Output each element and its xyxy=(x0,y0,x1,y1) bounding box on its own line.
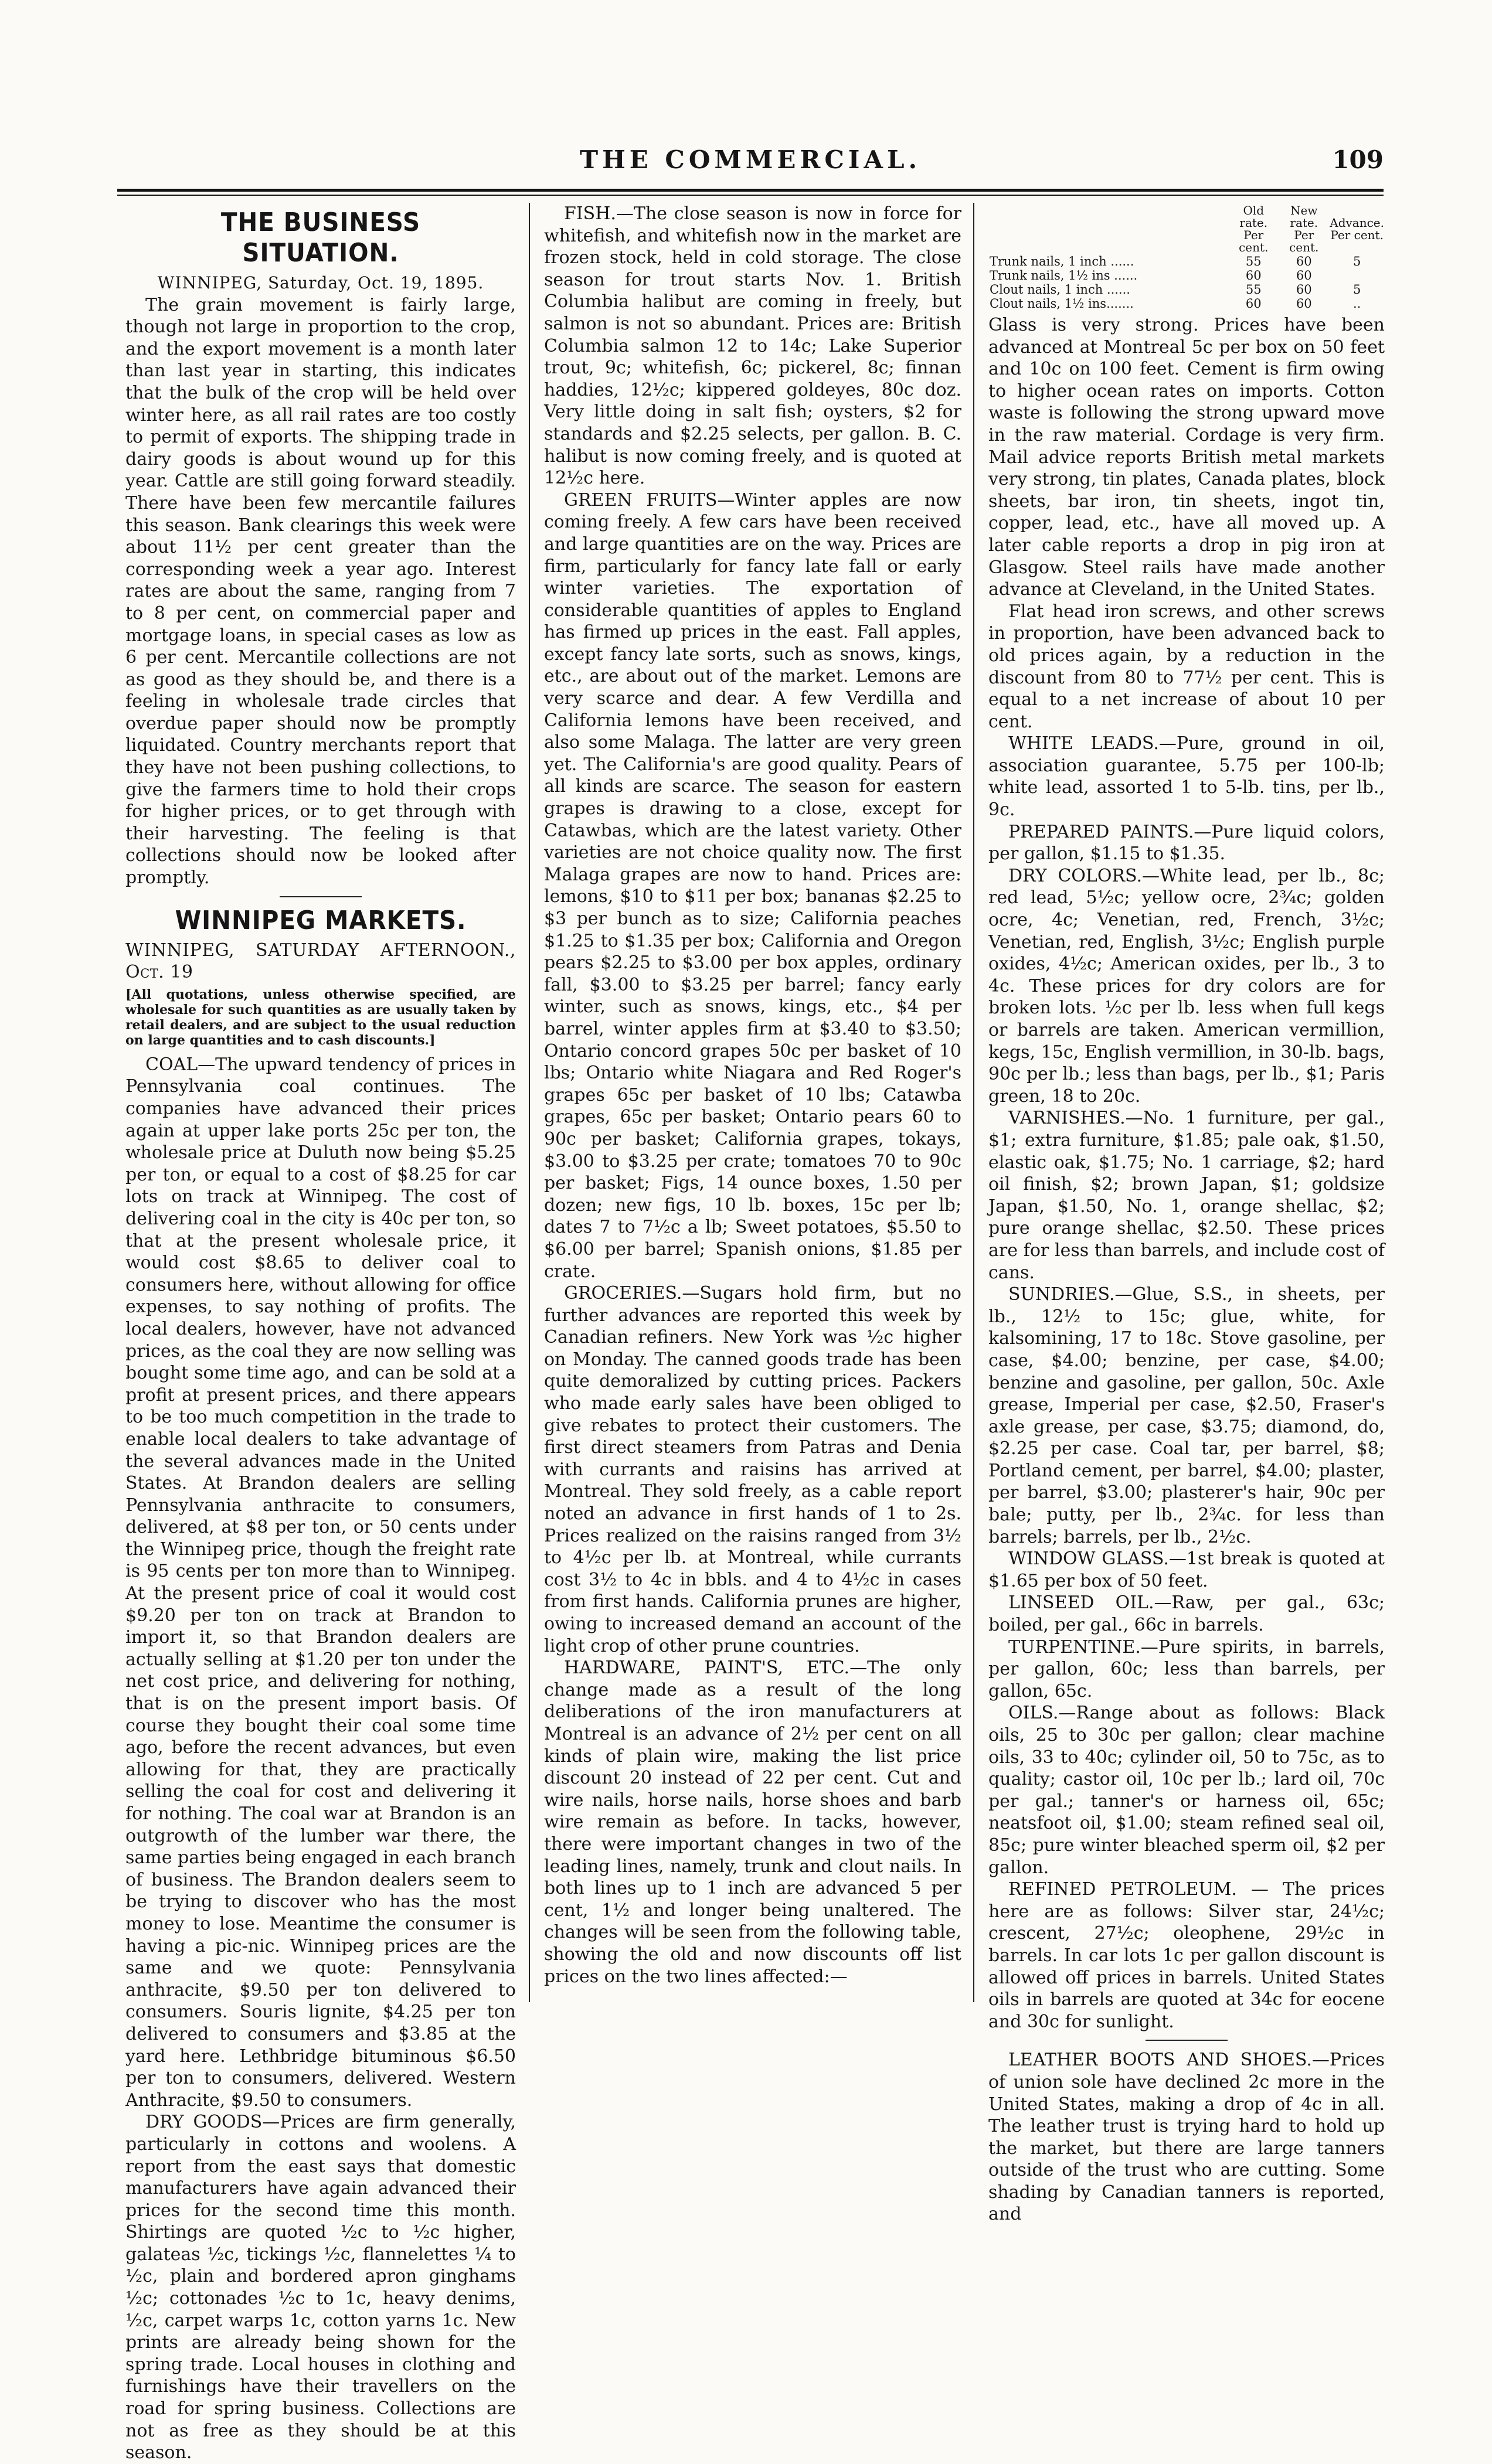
quotations-note: [All quotations, unless otherwise specified, are wholesale for such quantities as are usually taken by retail dealers, and are subject to the usual reduction on large quantities and to cash discounts.] xyxy=(125,986,516,1048)
sundries-paragraph: SUNDRIES.—Glue, S.S., in sheets, per lb., 12½ to 15c; glue, white, for kalsomining, 17 to 18c. Stove gasoline, per case, $4.00; benzine, per case, $4.00; benzine and gasoline, per gallon, 50c. Axle grease, Imperial per case, $2.50, Fraser's axle grease, per case, $3.75; diamond, do, $2.25 per case. Coal tar, per barrel, $8; Portland cement, per barrel, $4.00; plaster, per barrel, $3.00; plasterer's hair, 90c per bale; putty, per lb., 2¾c. for less than barrels; barrels, per lb., 2½c. xyxy=(988,1284,1385,1547)
page-number: 109 xyxy=(1332,145,1384,174)
table-header xyxy=(988,204,1228,254)
winnipeg-markets-heading: WINNIPEG MARKETS. xyxy=(175,905,467,935)
table-cell: Trunk nails, 1½ ins ...... xyxy=(990,268,1138,283)
table-cell: Clout nails, 1 inch ...... xyxy=(990,283,1130,297)
table-cell: 60 xyxy=(1245,297,1262,311)
column-divider xyxy=(529,203,530,2002)
table-header: Advance. Per cent. xyxy=(1330,216,1384,242)
table-cell: 60 xyxy=(1245,268,1262,283)
table-cell: 55 xyxy=(1245,283,1262,297)
table-cell: Clout nails, 1½ ins....... xyxy=(990,297,1134,311)
white-leads-paragraph: WHITE LEADS.—Pure, ground in oil, association guarantee, 5.75 per 100-lb; white lead, assorted 1 to 5-lb. tins, per lb., 9c. xyxy=(988,733,1385,821)
table-cell: 55 xyxy=(1245,254,1262,268)
groceries-paragraph: GROCERIES.—Sugars hold firm, but no further advances are reported this week by Canadian refiners. New York was ½c higher on Monday. The canned goods trade has been quite demoralized by cutting prices. Packers who made early sales have been obliged to give rebates to protect their customers. The first direct steamers from Patras and Denia with currants and raisins has arrived at Montreal. They sold freely, as a cable report noted an advance in first hands of 1 to 2s. Prices realized on the raisins ranged from 3½ to 4½c per lb. at Montreal, while currants cost 3½ to 4c in bbls. and 4 to 4½c in cases from first hands. California prunes are higher, owing to increased demand an account of the light crop of other prune countries. xyxy=(544,1283,961,1656)
column-1 xyxy=(125,203,516,2463)
table-cell: 5 xyxy=(1352,254,1361,268)
table-row xyxy=(988,254,1385,268)
section-divider xyxy=(1146,2040,1228,2041)
table-cell: 60 xyxy=(1296,254,1312,268)
table-header: New rate. Per cent. xyxy=(1289,203,1319,254)
table-cell: 60 xyxy=(1296,297,1312,311)
header-rule-thin xyxy=(117,195,1384,196)
flat-head-screws-paragraph: Flat head iron screws, and other screws in proportion, have been advanced back to old prices again, by a reduction in the discount from 80 to 77½ per cent. This is equal to a net increase of about 10 per cent. xyxy=(988,601,1385,732)
table-row xyxy=(988,268,1385,283)
winnipeg-markets-dateline: WINNIPEG, SATURDAY AFTERNOON., Oct. 19 xyxy=(125,940,516,983)
leather-paragraph: LEATHER BOOTS AND SHOES.—Prices of union sole have declined 2c more in the United States, making a drop of 4c in all. The leather trust is trying hard to hold up the market, but there are large tanners outside of the trust who are cutting. Some shading by Canadian tanners is reported, and xyxy=(988,2050,1385,2225)
header-rule-thick xyxy=(117,189,1384,192)
window-glass-paragraph: WINDOW GLASS.—1st break is quoted at $1.65 per box of 50 feet. xyxy=(988,1548,1385,1591)
column-3 xyxy=(988,203,1385,2225)
table-header: Old rate. Per cent. xyxy=(1239,203,1269,254)
table-row xyxy=(988,283,1385,297)
oils-paragraph: OILS.—Range about as follows: Black oils, 25 to 30c per gallon; clear machine oils, 33 to 40c; cylinder oil, 50 to 75c, as to quality; castor oil, 10c per lb.; lard oil, 70c per gal.; tanner's or harness oil, 65c; neatsfoot oil, $1.00; steam refined seal oil, 85c; pure winter bleached sperm oil, $2 per gallon. xyxy=(988,1703,1385,1878)
business-situation-text: The grain movement is fairly large, though not large in proportion to the crop, and the export movement is a month later than last year in starting, this indicates that the bulk of the crop will be held over winter here, as all rail rates are too costly to permit of exports. The shipping trade in dairy goods is about wound up for this year. Cattle are still going forward steadily. There have been few mercantile failures this season. Bank clearings this week were about 11½ per cent greater than the corresponding week a year ago. Interest rates are about the same, ranging from 7 to 8 per cent, on commercial paper and mortgage loans, in special cases as low as 6 per cent. Mercantile collections are not as good as they should be, and there is a feeling in wholesale trade circles that overdue paper should now be promptly liquidated. Country merchants report that they have not been pushing collections, to give the farmers time to hold their crops for higher prices, or to get through with their harvesting. The feeling is that collections should now be looked after promptly. xyxy=(125,294,516,889)
prepared-paints-paragraph: PREPARED PAINTS.—Pure liquid colors, per gallon, $1.15 to $1.35. xyxy=(988,821,1385,865)
green-fruits-paragraph: GREEN FRUITS—Winter apples are now coming freely. A few cars have been received and large quantities are on the way. Prices are firm, particularly for fancy late fall or early winter varieties. The exportation of considerable quantities of apples to England has firmed up prices in the east. Fall apples, except fancy late sorts, such as snows, kings, etc., are about out of the market. Lemons are very scarce and dear. A few Verdilla and California lemons have been received, and also some Malaga. The latter are very green yet. The California's are good quality. Pears of all kinds are scarce. The season for eastern grapes is drawing to a close, except for Catawbas, which are the latest variety. Other varieties are not choice quality now. The first Malaga grapes are now to hand. Prices are: lemons, $10 to $11 per box; bananas $2.25 to $3 per bunch as to size; California peaches $1.25 to $1.35 per box; California and Oregon pears $2.25 to $3.00 per box apples, ordinary fall, $3.00 to $3.25 per barrel; fancy early winter, such as snows, kings, etc., $4 per barrel, winter apples firm at $3.40 to $3.50; Ontario concord grapes 50c per basket of 10 lbs; Ontario white Niagara and Red Roger's grapes 65c per basket of 10 lbs; Catawba grapes, 65c per basket; Ontario pears 60 to 90c per basket; California grapes, tokays, $3.00 to $3.25 per crate; tomatoes 70 to 90c per basket; Figs, 14 ounce boxes, 1.50 per dozen; new figs, 10 lb. boxes, 15c per lb; dates 7 to 7½c a lb; Sweet potatoes, $5.50 to $6.00 per barrel; Spanish onions, $1.85 per crate. xyxy=(544,489,961,1282)
table-cell: 60 xyxy=(1296,268,1312,283)
masthead xyxy=(117,145,1384,181)
business-situation-dateline: WINNIPEG, Saturday, Oct. 19, 1895. xyxy=(157,273,484,292)
glass-paragraph: Glass is very strong. Prices have been advanced at Montreal 5c per box on 50 feet and 10c on 100 feet. Cement is firm owing to higher ocean rates on imports. Cotton waste is following the strong upward move in the raw material. Cordage is very firm. Mail advice reports British metal markets very strong, tin plates, Canada plates, block sheets, bar iron, tin sheets, ingot tin, copper, lead, etc., have all moved up. A later cable reports a drop in pig iron at Glasgow. Steel rails have made another advance at Cleveland, in the United States. xyxy=(988,315,1385,600)
newspaper-title: THE COMMERCIAL. xyxy=(579,145,922,174)
column-2 xyxy=(544,203,961,2002)
table-header-row xyxy=(988,204,1385,254)
hardware-paragraph: HARDWARE, PAINT'S, ETC.—The only change made as a result of the long deliberations of the iron manufacturers at Montreal is an advance of 2½ per cent on all kinds of plain wire, making the list price discount 20 instead of 22 per cent. Cut and wire nails, horse nails, horse shoes and barb wire remain as before. In tacks, however, there were important changes in two of the leading lines, namely, trunk and clout nails. In both lines up to 1 inch are advanced 5 per cent, 1½ and longer being unaltered. The changes will be seen from the following table, showing the old and now discounts off list prices on the two lines affected:— xyxy=(544,1658,961,1987)
table-cell: Trunk nails, 1 inch ...... xyxy=(990,254,1134,268)
refined-petroleum-paragraph: REFINED PETROLEUM. — The prices here are as follows: Silver star, 24½c; crescent, 27½c; oleophene, 29½c in barrels. In car lots 1c per gallon discount is allowed off prices in barrels. United States oils in barrels are quoted at 34c for eocene and 30c for sunlight. xyxy=(988,1879,1385,2032)
nail-discount-table xyxy=(988,204,1385,311)
table-cell: 5 xyxy=(1352,283,1361,297)
dry-colors-paragraph: DRY COLORS.—White lead, per lb., 8c; red lead, 5½c; yellow ocre, 2¾c; golden ocre, 4c; Venetian, red, French, 3½c; Venetian, red, English, 3½c; English purple oxides, 4½c; American oxides, per lb., 3 to 4c. These prices for dry colors are for broken lots. ½c per lb. less when full kegs or barrels are taken. American vermillion, kegs, 15c, English vermillion, in 30-lb. bags, 90c per lb.; less than bags, per lb., $1; Paris green, 18 to 20c. xyxy=(988,865,1385,1107)
linseed-oil-paragraph: LINSEED OIL.—Raw, per gal., 63c; boiled, per gal., 66c in barrels. xyxy=(988,1592,1385,1636)
section-divider xyxy=(280,896,362,897)
table-cell: 60 xyxy=(1296,283,1312,297)
dry-goods-paragraph: DRY GOODS—Prices are firm generally, particularly in cottons and woolens. A report from the east says that domestic manufacturers have again advanced their prices for the second time this month. Shirtings are quoted ½c to ½c higher, galateas ½c, tickings ½c, flannelettes ¼ to ½c, plain and bordered apron ginghams ½c; cottonades ½c to 1c, heavy denims, ½c, carpet warps 1c, cotton yarns 1c. New prints are already being shown for the spring trade. Local houses in clothing and furnishings have their travellers on the road for spring business. Collections are not as free as they should be at this season. xyxy=(125,2112,516,2463)
table-cell: .. xyxy=(1352,297,1361,311)
coal-paragraph: COAL—The upward tendency of prices in Pennsylvania coal continues. The companies have advanced their prices again at upper lake ports 25c per ton, the wholesale price at Duluth now being $5.25 per ton, or equal to a cost of $8.25 for car lots on track at Winnipeg. The cost of delivering coal in the city is 40c per ton, so that at the present wholesale price, it would cost $8.65 to deliver coal to consumers here, without allowing for office expenses, to say nothing of profits. The local dealers, however, have not advanced prices, as the coal they are now selling was bought some time ago, and can be sold at a profit at present prices, and there appears to be too much competition in the trade to enable local dealers to take advantage of the several advances made in the United States. At Brandon dealers are selling Pennsylvania anthracite to consumers, delivered, at $8 per ton, or 50 cents under the Winnipeg price, though the freight rate is 95 cents per ton more than to Winnipeg. At the present price of coal it would cost $9.20 per ton on track at Brandon to import it, so that Brandon dealers are actually selling at $1.20 per ton under the net cost price, and delivering for nothing, that is on the present import basis. Of course they bought their coal some time ago, before the recent advances, but even allowing for that, they are practically selling the coal for cost and delivering it for nothing. The coal war at Brandon is an outgrowth of the lumber war there, the same parties being engaged in each branch of business. The Brandon dealers seem to be trying to discover who has the most money to lose. Meantime the consumer is having a pic-nic. Winnipeg prices are the same and we quote: Pennsylvania anthracite, $9.50 per ton delivered to consumers. Souris lignite, $4.25 per ton delivered to consumers and $3.85 at the yard here. Lethbridge bituminous $6.50 per ton to consumers, delivered. Western Anthracite, $9.50 to consumers. xyxy=(125,1054,516,2111)
table-cell xyxy=(1329,268,1385,283)
table-row xyxy=(988,297,1385,311)
varnishes-paragraph: VARNISHES.—No. 1 furniture, per gal., $1; extra furniture, $1.85; pale oak, $1.50, elastic oak, $1.75; No. 1 carriage, $2; hard oil finish, $2; brown Japan, $1; goldsize Japan, $1.50, No. 1, orange shellac, $2; pure orange shellac, $2.50. These prices are for less than barrels, and include cost of cans. xyxy=(988,1108,1385,1283)
column-divider xyxy=(973,203,974,2002)
turpentine-paragraph: TURPENTINE.—Pure spirits, in barrels, per gallon, 60c; less than barrels, per gallon, 65c. xyxy=(988,1636,1385,1701)
fish-paragraph: FISH.—The close season is now in force for whitefish, and whitefish now in the market are frozen stock, held in cold storage. The close season for trout starts Nov. 1. British Columbia halibut are coming in freely, but salmon is not so abundant. Prices are: British Columbia salmon 12 to 14c; Lake Superior trout, 9c; whitefish, 6c; pickerel, 8c; finnan haddies, 12½c; kippered goldeyes, 80c doz. Very little doing in salt fish; oysters, $2 for standards and $2.25 selects, per gallon. B. C. halibut is now coming freely, and is quoted at 12½c here. xyxy=(544,203,961,489)
business-situation-heading: THE BUSINESS SITUATION. xyxy=(220,207,421,268)
